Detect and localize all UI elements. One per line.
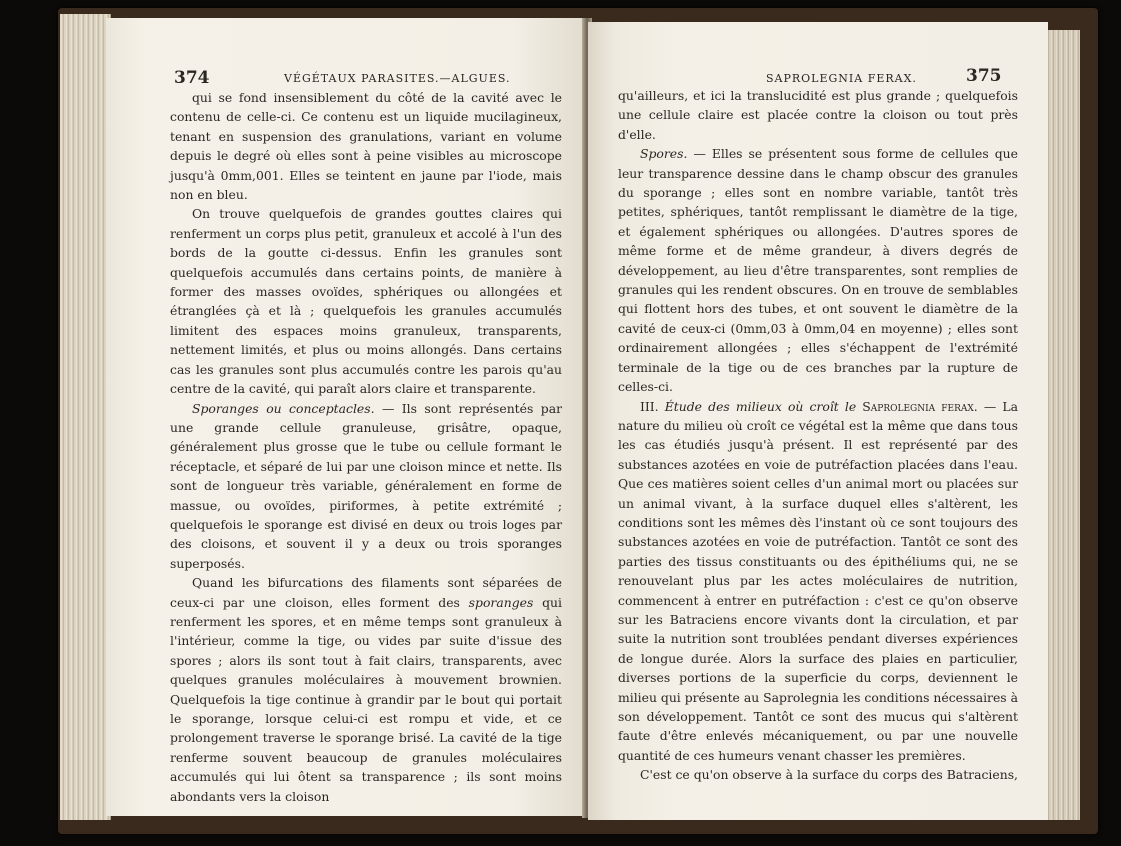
right-page-number: 375 [966,66,1002,86]
paragraph: III. Étude des milieux où croît le Saprolegnia ferax. — La nature du milieu où croît ce végétal est la même que dans tous les cas étudiés jusqu'à présent. Il est représenté par des substances azotées en voie de putréfaction placées dans l'eau. Que ces matières soient celles d'un animal mort ou placées sur un animal vivant, à la surface duquel elles s'altèrent, les conditions sont les mêmes dès l'instant où ce sont toujours des substances azotées en voie de putréfaction. Tantôt ce sont des parties des tissus constituants ou des épithéliums qui, ne se renouvelant plus par les actes moléculaires de nutrition, commencent à entrer en putréfaction : c'est ce qu'on observe sur les Batraciens encore vivants dont la circulation, et par suite la nutrition sont troublées pendant diverses expériences de longue durée. Alors la surface des plaies en particulier, diverses portions de la superficie du corps, deviennent le milieu qui présente au Saprolegnia les conditions nécessaires à son développement. Tantôt ce sont des mucus qui s'altèrent faute d'être enlevés mécaniquement, ou par une nouvelle quantité de ces humeurs venant chasser les premières. [618,398,1018,763]
left-page [106,18,584,816]
paragraph: Quand les bifurcations des filaments sont séparées de ceux-ci par une cloison, elles forment des sporanges qui renferment les spores, et en même temps sont granuleux à l'intérieur, comme la tige, ou vides par suite d'issue des spores ; alors ils sont tout à fait clairs, transparents, avec quelques granules moléculaires à mouvement brownien. Quelquefois la tige continue à grandir par le bout qui portait le sporange, lorsque celui-ci est rompu et vide, et ce prolongement traverse le sporange brisé. La cavité de la tige renferme souvent beaucoup de granules moléculaires accumulés qui lui ôtent sa transparence ; ils sont moins abondants vers la cloison [170,575,562,804]
paragraph: qu'ailleurs, et ici la translucidité est plus grande ; quelquefois une cellule claire est placée contre la cloison ou tout près d'elle. [618,88,1018,142]
paragraph: Spores. — Elles se présentent sous forme de cellules que leur transparence dessine dans le champ obscur des granules du sporange ; elles sont en nombre variable, tantôt très petites, sphériques, tantôt remplissant le diamètre de la tige, et également sphériques ou allongées. D'autres spores de même forme et de même grandeur, à divers degrés de développement, au lieu d'être transparentes, sont remplies de granules qui les rendent obscures. On en trouve de semblables qui flottent hors des tubes, et ont souvent le diamètre de la cavité de ceux-ci (0mm,03 à 0mm,04 en moyenne) ; elles sont ordinairement allongées ; elles s'échappent de l'extrémité terminale de la tige ou de ces branches par la rupture de celles-ci. [618,146,1018,395]
paragraph: qui se fond insensiblement du côté de la cavité avec le contenu de celle-ci. Ce contenu est un liquide mucilagineux, tenant en suspension des granulations, variant en volume depuis le degré où elles sont à peine visibles au microscope jusqu'à 0mm,001. Elles se teintent en jaune par l'iode, mais non en bleu. [170,90,562,203]
left-running-head: VÉGÉTAUX PARASITES.—ALGUES. [284,72,511,85]
left-page-body [170,88,562,806]
right-page [588,22,1048,820]
paragraph: C'est ce qu'on observe à la surface du corps des Batraciens, [640,767,1018,783]
right-page-body [618,86,1018,785]
right-running-head: SAPROLEGNIA FERAX. [766,72,917,85]
paragraph: Sporanges ou conceptacles. — Ils sont représentés par une grande cellule granuleuse, grisâtre, opaque, généralement plus grosse que le tube ou cellule formant le réceptacle, et séparé de lui par une cloison mince et nette. Ils sont de longueur très variable, généralement en forme de massue, ou ovoïdes, piriformes, à petite extrémité ; quelquefois le sporange est divisé en deux ou trois loges par des cloisons, et souvent il y a deux ou trois sporanges superposés. [170,400,563,571]
left-running-head-row [174,68,574,88]
left-page-number: 374 [174,68,210,88]
paragraph: On trouve quelquefois de grandes gouttes claires qui renferment un corps plus petit, granuleux et accolé à l'un des bords de la goutte ci-dessus. Enfin les granules sont quelquefois accumulés dans certains points, de manière à former des masses ovoïdes, sphériques ou allongées et étranglées çà et là ; quelquefois les granules accumulés limitent des espaces moins granuleux, transparents, nettement limités, et plus ou moins allongés. Dans certains cas les granules sont plus accumulés contre les parois qu'au centre de la cavité, qui paraît alors claire et transparente. [170,206,562,397]
page-edges-left [60,14,111,820]
